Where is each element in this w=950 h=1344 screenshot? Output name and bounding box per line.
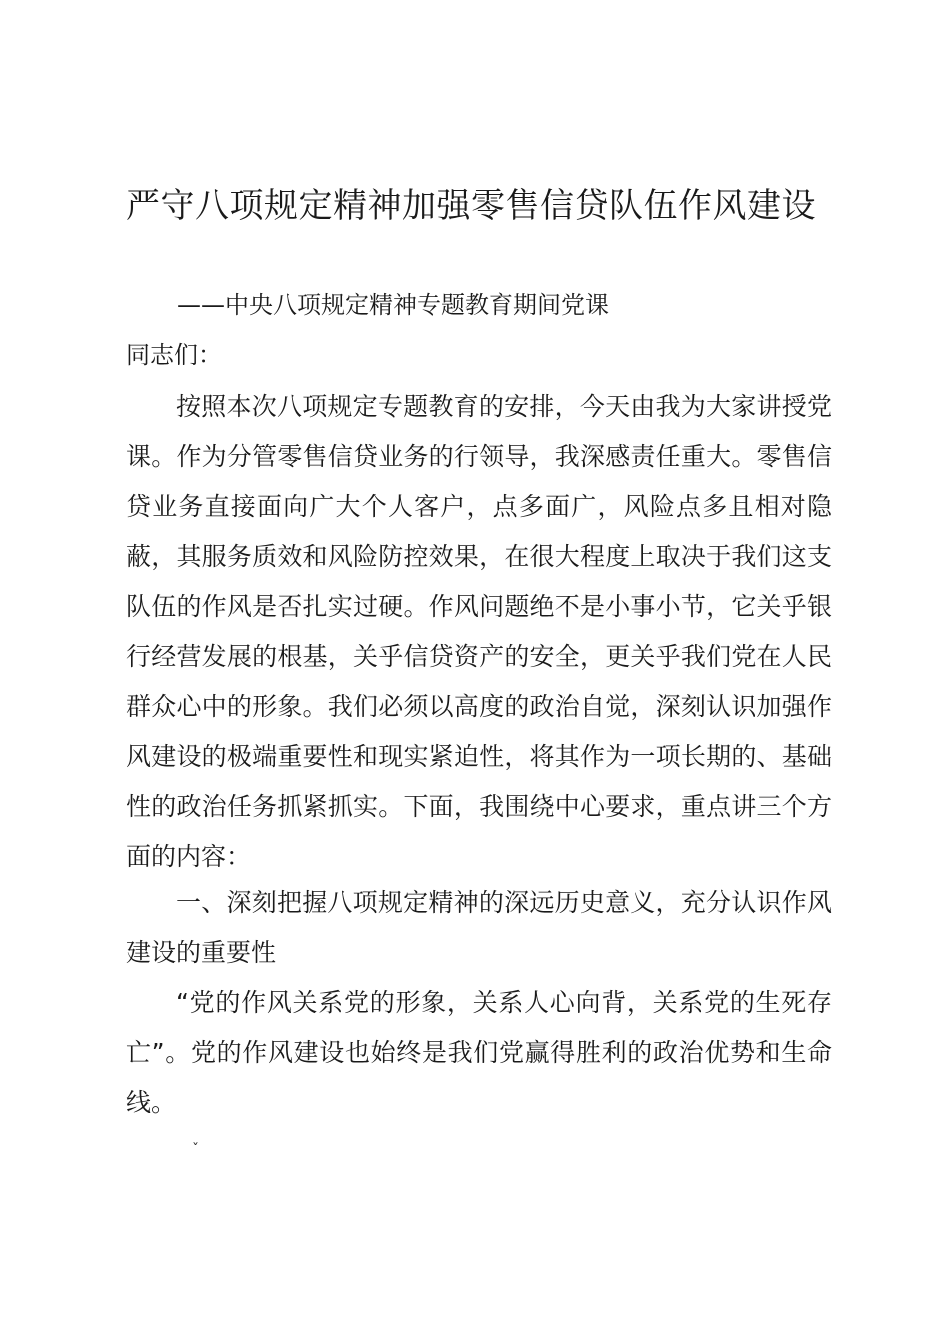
paragraph-quote: “党的作风关系党的形象，关系人心向背，关系党的生死存亡”。党的作风建设也始终是我们党赢得胜利的政治优势和生命线。 — [126, 988, 832, 1117]
footer-mark: ˇ — [192, 1142, 199, 1158]
greeting: 同志们： — [126, 341, 222, 369]
section-heading-1: 一、深刻把握八项规定精神的深远历史意义，充分认识作风建设的重要性 — [126, 888, 832, 967]
paragraph-intro: 按照本次八项规定专题教育的安排，今天由我为大家讲授党课。作为分管零售信贷业务的行领导，我深感责任重大。零售信贷业务直接面向广大个人客户，点多面广，风险点多且相对隐蔽，其服务质效和风险防控效果，在很大程度上取决于我们这支队伍的作风是否扎实过硬。作风问题绝不是小事小节，它关乎银行经营发展的根基，关乎信贷资产的安全，更关乎我们党在人民群众心中的形象。我们必须以高度的政治自觉，深刻认识加强作风建设的极端重要性和现实紧迫性，将其作为一项长期的、基础性的政治任务抓紧抓实。下面，我围绕中心要求，重点讲三个方面的内容： — [126, 392, 832, 871]
document-title: 严守八项规定精神加强零售信贷队伍作风建设 — [126, 186, 816, 226]
document-subtitle: ——中央八项规定精神专题教育期间党课 — [177, 291, 609, 319]
